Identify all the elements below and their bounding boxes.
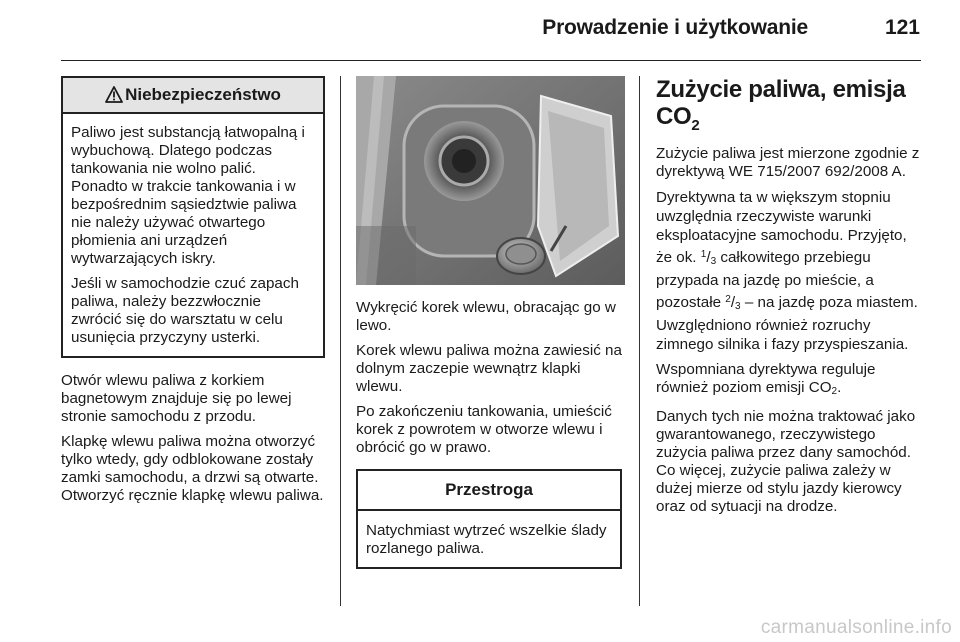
body-paragraph: Klapkę wlewu paliwa można otworzyć tylko wtedy, gdy odblokowane zostały zamki samochodu, a drzwi są otwarte. Otworzyć ręcznie klapkę wlewu paliwa. [61,433,324,504]
caution-box-header: Przestroga [358,471,620,511]
fraction-denominator: 3 [735,301,741,312]
left-column [61,76,325,512]
caution-box-body [358,511,620,567]
page-number: 121 [884,16,920,39]
middle-column [356,76,624,569]
watermark: carmanualsonline.info [760,617,952,638]
body-paragraph: Korek wlewu paliwa można zawiesić na dolnym zaczepie wewnątrz klapki wlewu. [356,342,622,395]
column-divider [340,76,341,606]
caution-box [356,469,622,569]
running-header-title: Prowadzenie i użytkowanie [542,16,808,39]
warning-triangle-icon [105,81,123,115]
body-paragraph: Dyrektywna ta w większym stopniu uwzględnia rzeczywiste warunki eksploatacyjne samochodu. Przyjęto, że ok. $^1/_3$ całkowitego przebiegu przypada na jazdę po mieście, a pozostałe $^2/_3$ – na jazdę poza miastem. Uwzględniono również rozruchy zimnego silnika i fazy przyspieszania. [656,189,918,353]
body-paragraph: Zużycie paliwa jest mierzone zgodnie z dyrektywą WE 715/2007 692/2008 A. [656,145,920,180]
right-column [656,76,922,523]
header-rule [61,60,921,61]
warning-box-title: Niebezpieczeństwo [125,85,281,104]
body-paragraph: Wykręcić korek wlewu, obracając go w lewo. [356,299,616,334]
warning-box-header [63,78,323,114]
body-paragraph: Wspomniana dyrektywa reguluje również poziom emisji $CO_2$. [656,361,876,397]
warning-box-body [63,114,323,356]
body-paragraph: Po zakończeniu tankowania, umieścić korek z powrotem w otworze wlewu i obrócić go w prawo. [356,403,612,456]
fuel-filler-photo [356,76,625,285]
fraction-numerator: 1 [700,249,707,260]
warning-box [61,76,325,358]
body-paragraph: Otwór wlewu paliwa z korkiem bagnetowym znajduje się po lewej stronie samochodu z przodu. [61,372,292,425]
warning-paragraph: Paliwo jest substancją łatwopalną i wybuchową. Dlatego podczas tankowania nie wolno palić. Ponadto w trakcie tankowania i w bezpośrednim sąsiedztwie paliwa nie należy używać otwartego płomienia ani urządzeń wytwarzających iskry. [71,124,305,267]
section-title: Zużycie paliwa, emisja $CO_2$ [656,76,906,134]
warning-paragraph: Jeśli w samochodzie czuć zapach paliwa, należy bezzwłocznie zwrócić się do warsztatu w celu usunięcia przyczyny usterki. [71,275,299,346]
caution-paragraph: Natychmiast wytrzeć wszelkie ślady rozlanego paliwa. [366,522,607,557]
fraction-denominator: 3 [710,256,717,267]
fraction-numerator: 2 [725,294,731,305]
column-divider [639,76,640,606]
body-paragraph: Danych tych nie można traktować jako gwarantowanego, rzeczywistego zużycia paliwa przez dany samochód. Co więcej, zużycie paliwa zależy w dużej mierze od stylu jazdy kierowcy oraz od sytuacji na drodze. [656,408,916,515]
